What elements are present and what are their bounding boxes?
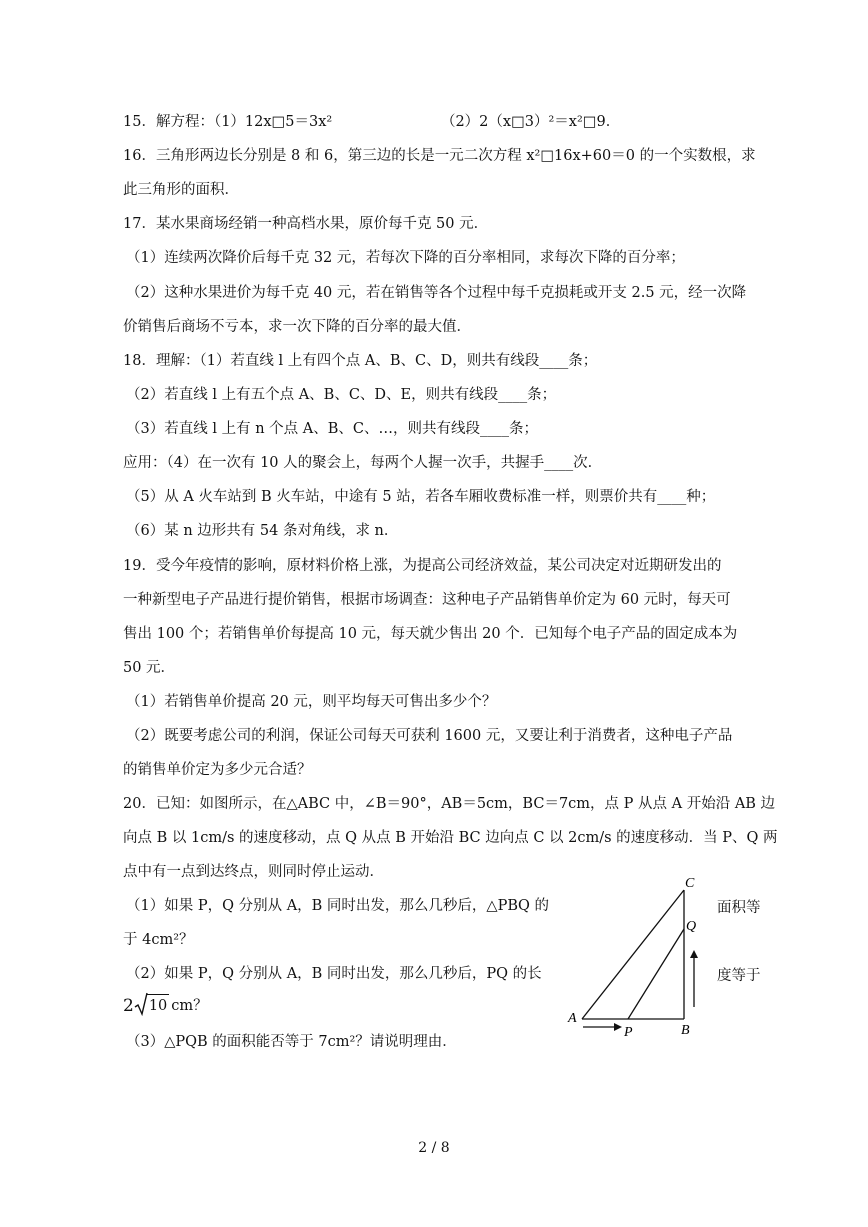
triangle-figure [560, 872, 730, 1047]
label-c: C [685, 876, 695, 891]
page-number: 2 / 8 [418, 1140, 450, 1156]
q18-part2: （2）若直线 l 上有五个点 A、B、C、D、E，则共有线段____条； [126, 387, 557, 403]
q19-line-2: 一种新型电子产品进行提价销售，根据市场调查：这种电子产品销售单价定为 60 元时，每天可 [123, 592, 731, 608]
radical-sign-icon [134, 992, 148, 1016]
q18-part1: 18．理解：（1）若直线 l 上有四个点 A、B、C、D，则共有线段____条； [123, 353, 598, 369]
q20-line-3: 点中有一点到达终点，则同时停止运动． [123, 864, 384, 880]
sqrt-expression [123, 992, 208, 1016]
q20-part3: （3）△PQB 的面积能否等于 7cm²？请说明理由． [126, 1034, 457, 1050]
sqrt-suffix: cm？ [171, 998, 208, 1014]
q20-part1-line1: （1）如果 P，Q 分别从 A，B 同时出发，那么几秒后，△PBQ 的 [126, 898, 549, 914]
q20-part1-tail: 面积等 [717, 900, 761, 916]
q18-part4: 应用：（4）在一次有 10 人的聚会上，每两个人握一次手，共握手____次． [123, 455, 603, 471]
q19-part1: （1）若销售单价提高 20 元，则平均每天可售出多少个？ [126, 694, 497, 710]
label-a: A [568, 1011, 577, 1026]
q19-line-3: 售出 100 个；若销售单价每提高 10 元，每天就少售出 20 个．已知每个电子产品的固定成本为 [123, 626, 738, 642]
q18-part3: （3）若直线 l 上有 n 个点 A、B、C、…，则共有线段____条； [126, 421, 538, 437]
q19-part2-line1: （2）既要考虑公司的利润，保证公司每天可获利 1600 元，又要让利于消费者，这种电子产品 [126, 728, 733, 744]
q20-part2-line1: （2）如果 P，Q 分别从 A，B 同时出发，那么几秒后，PQ 的长 [126, 966, 542, 982]
q17-stem: 17．某水果商场经销一种高档水果，原价每千克 50 元． [123, 216, 489, 232]
q17-part2-line1: （2）这种水果进价为每千克 40 元，若在销售等各个过程中每千克损耗或开支 2.5 元，经一次降 [126, 285, 747, 301]
q16-line-2: 此三角形的面积． [123, 182, 239, 198]
segment-pq [628, 929, 684, 1019]
triangle-diagram [560, 872, 730, 1047]
q17-part2-line2: 价销售后商场不亏本，求一次下降的百分率的最大值． [123, 319, 471, 335]
q20-line-1: 20．已知：如图所示，在△ABC 中，∠B＝90°，AB＝5cm，BC＝7cm，点 P 从点 A 开始沿 AB 边 [123, 796, 776, 812]
q20-part1-line2: 于 4cm²？ [123, 932, 194, 948]
q20-line-2: 向点 B 以 1cm/s 的速度移动，点 Q 从点 B 开始沿 BC 边向点 C 以 2cm/s 的速度移动．当 P、Q 两 [123, 830, 778, 846]
arrow-q-head [690, 950, 698, 958]
q18-part5: （5）从 A 火车站到 B 火车站，中途有 5 站，若各车厢收费标准一样，则票价共有____种； [126, 489, 716, 505]
sqrt-radicand: 10 [147, 994, 169, 1016]
q19-part2-line2: 的销售单价定为多少元合适？ [123, 762, 312, 778]
q15-line: 15．解方程：（1）12x□5＝3x² （2）2（x□3）²＝x²□9． [123, 114, 621, 130]
q17-part1: （1）连续两次降价后每千克 32 元，若每次下降的百分率相同，求每次下降的百分率； [126, 250, 685, 266]
label-p: P [624, 1025, 633, 1040]
sqrt-coefficient: 2 [123, 996, 134, 1016]
label-b: B [681, 1023, 690, 1038]
q20-part2-tail: 度等于 [717, 968, 761, 984]
q19-line-1: 19．受今年疫情的影响，原材料价格上涨，为提高公司经济效益，某公司决定对近期研发出的 [123, 558, 722, 574]
q18-part6: （6）某 n 边形共有 54 条对角线，求 n． [126, 523, 399, 539]
label-q: Q [686, 919, 697, 934]
q20-part2-line2 [123, 992, 208, 1022]
arrow-p-head [614, 1023, 622, 1031]
q16-line-1: 16．三角形两边长分别是 8 和 6，第三边的长是一元二次方程 x²□16x+60＝0 的一个实数根，求 [123, 148, 756, 164]
q19-line-4: 50 元． [123, 660, 176, 676]
